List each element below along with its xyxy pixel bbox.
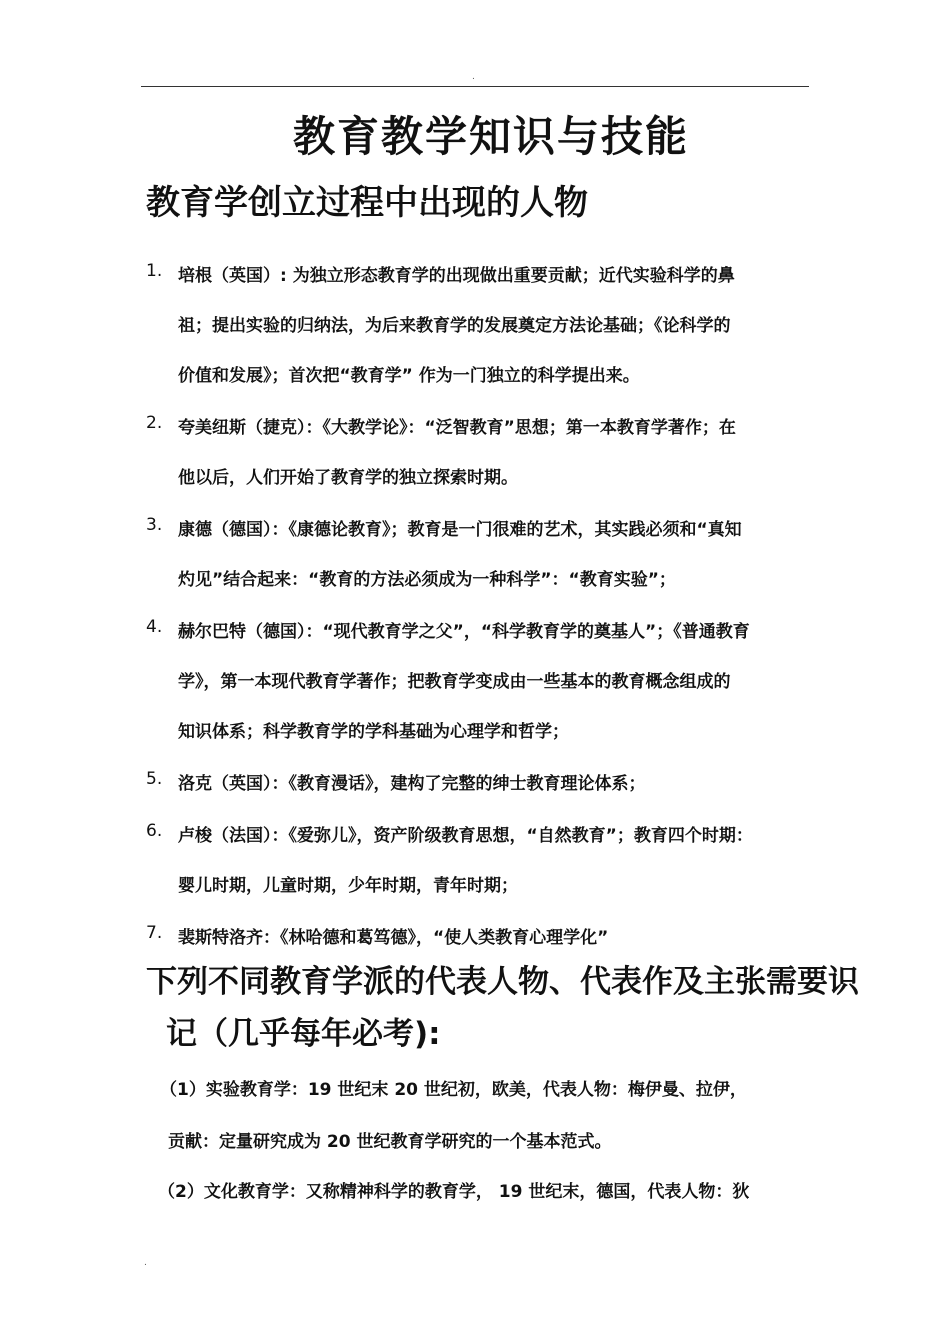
list-item-line: 赫尔巴特（德国）：“现代教育学之父”，“科学教育学的奠基人”；《普通教育 — [178, 622, 750, 642]
paragraph-line: 贡献：定量研究成为 20 世纪教育学研究的一个基本范式。 — [168, 1132, 612, 1152]
list-number: 4. — [146, 617, 163, 637]
list-item-line: 培根（英国）: 为独立形态教育学的出现做出重要贡献；近代实验科学的鼻 — [178, 266, 735, 286]
paragraph-line: （2）文化教育学：又称精神科学的教育学， 19 世纪末，德国，代表人物：狄 — [158, 1182, 750, 1202]
list-item-line: 知识体系；科学教育学的学科基础为心理学和哲学； — [178, 722, 569, 742]
paragraph-line: （1）实验教育学：19 世纪末 20 世纪初，欧美，代表人物：梅伊曼、拉伊， — [160, 1080, 747, 1100]
list-item-line: 他以后，人们开始了教育学的独立探索时期。 — [178, 468, 518, 488]
list-number: 3. — [146, 515, 163, 535]
list-item-line: 学》，第一本现代教育学著作；把教育学变成由一些基本的教育概念组成的 — [178, 672, 731, 692]
list-item-line: 祖；提出实验的归纳法，为后来教育学的发展奠定方法论基础；《论科学的 — [178, 316, 731, 336]
section-heading-continued: 记（几乎每年必考): — [166, 1016, 441, 1052]
page-title: 教育教学知识与技能 — [292, 112, 689, 161]
list-item-line: 价值和发展》；首次把“教育学” 作为一门独立的科学提出来。 — [178, 366, 640, 386]
section-heading: 下列不同教育学派的代表人物、代表作及主张需要识 — [146, 964, 859, 1000]
list-item-line: 婴儿时期，儿童时期，少年时期，青年时期； — [178, 876, 518, 896]
list-number: 6. — [146, 821, 163, 841]
list-number: 2. — [146, 413, 163, 433]
list-item-line: 裴斯特洛齐：《林哈德和葛笃德》，“使人类教育心理学化” — [178, 928, 609, 948]
list-number: 7. — [146, 923, 163, 943]
header-dot: . — [472, 72, 475, 82]
list-item-line: 洛克（英国）：《教育漫话》，建构了完整的绅士教育理论体系； — [178, 774, 646, 794]
list-number: 1. — [146, 261, 163, 281]
header-rule — [141, 86, 809, 87]
list-item-line: 康德（德国）：《康德论教育》；教育是一门很难的艺术，其实践必须和“真知 — [178, 520, 742, 540]
list-number: 5. — [146, 769, 163, 789]
section-heading: 教育学创立过程中出现的人物 — [146, 183, 588, 223]
list-item-line: 卢梭（法国）：《爱弥儿》，资产阶级教育思想，“自然教育”；教育四个时期： — [178, 826, 753, 846]
list-item-line: 灼见”结合起来：“教育的方法必须成为一种科学”：“教育实验”； — [178, 570, 676, 590]
footer-dot: . — [144, 1258, 147, 1268]
list-item-line: 夸美纽斯（捷克）：《大教学论》：“泛智教育”思想；第一本教育学著作；在 — [178, 418, 736, 438]
